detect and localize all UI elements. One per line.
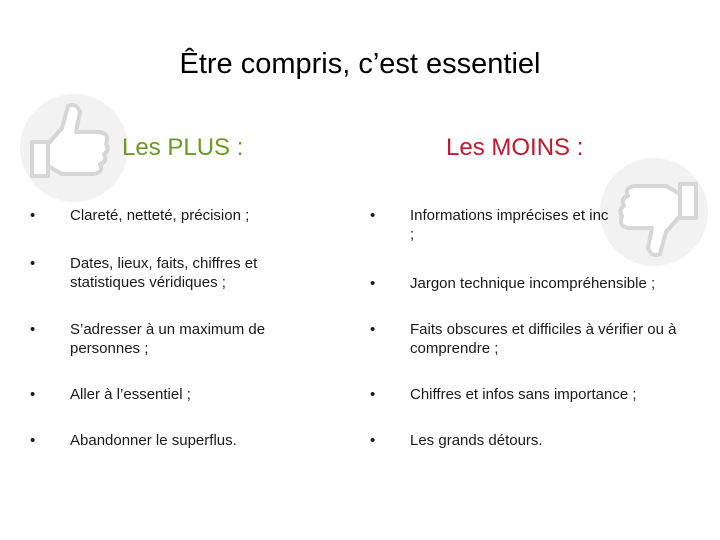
bullet: •	[370, 321, 376, 338]
plus-item-text: S’adresser à un maximum de personnes ;	[70, 321, 266, 357]
bullet: •	[370, 275, 376, 292]
thumbs-up-icon	[18, 92, 130, 204]
plus-heading: Les PLUS :	[122, 134, 244, 161]
bullet: •	[30, 321, 36, 338]
bullet: •	[30, 255, 36, 272]
bullet: •	[370, 432, 376, 449]
moins-item-text: Jargon technique incompréhensible ;	[410, 275, 656, 292]
moins-item-text: Les grands détours.	[410, 432, 543, 449]
plus-item-text: Dates, lieux, faits, chiffres et statistiques véridiques ;	[70, 255, 258, 291]
plus-item-text: Clareté, netteté, précision ;	[70, 207, 250, 224]
bullet: •	[30, 207, 36, 224]
bullet: •	[30, 386, 36, 403]
moins-heading: Les MOINS :	[446, 134, 584, 161]
moins-item-text: Faits obscures et difficiles à vérifier ou à comprendre ;	[410, 321, 677, 357]
bullet: •	[30, 432, 36, 449]
moins-item-text: Informations imprécises et inc ;	[410, 207, 609, 243]
bullet: •	[370, 386, 376, 403]
plus-item-text: Abandonner le superflus.	[70, 432, 237, 449]
moins-item-text: Chiffres et infos sans importance ;	[410, 386, 637, 403]
slide-title: Être compris, c’est essentiel	[179, 48, 541, 80]
plus-item-text: Aller à l’essentiel ;	[70, 386, 191, 403]
bullet: •	[370, 207, 376, 224]
